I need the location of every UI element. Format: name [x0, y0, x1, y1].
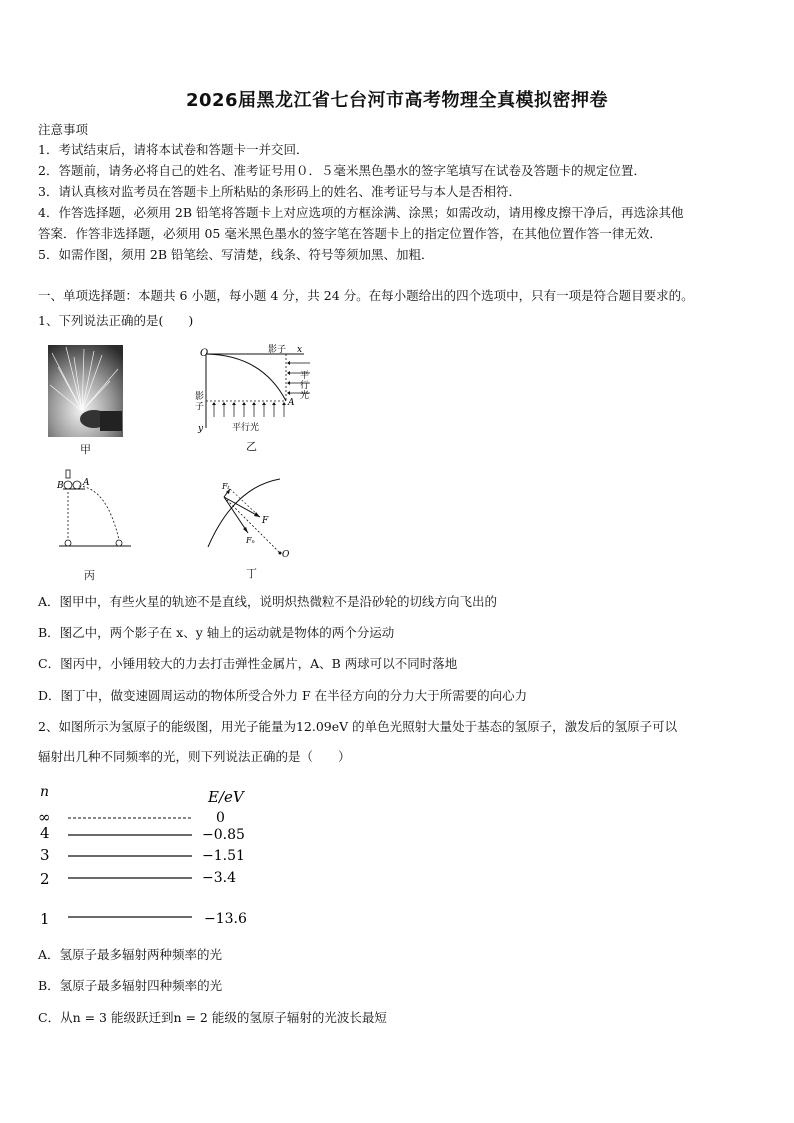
energy-axis-label: E/eV [208, 788, 244, 806]
energy-level-diagram [36, 780, 266, 930]
n-axis-label: n [40, 784, 50, 800]
page-title: 2026届黑龙江省七台河市高考物理全真模拟密押卷 [185, 90, 609, 111]
notice-item-5: 5．如需作图，须用 2B 铅笔绘、写清楚，线条、符号等须加黑、加粗． [38, 247, 434, 262]
notice-item-2: 2．答题前，请务必将自己的姓名、准考证号用０．５毫米黑色墨水的签字笔填写在试卷及答题卡的规定位置． [38, 163, 646, 178]
sparks-photo-icon [48, 345, 123, 437]
q2-option-c: C．从n = 3 能级跃迁到n = 2 能级的氢原子辐射的光波长最短 [38, 1010, 387, 1025]
q2-stem-line1: 2、如图所示为氢原子的能级图，用光子能量为12.09eV 的单色光照射大量处于基态的氢原子，激发后的氢原子可以 [38, 719, 678, 734]
level-3-energy: −1.51 [202, 848, 245, 864]
figure-bing-caption: 丙 [84, 569, 95, 582]
section-heading: 一、单项选择题：本题共 6 小题，每小题 4 分，共 24 分。在每小题给出的四个选项中，只有一项是符合题目要求的。 [38, 288, 694, 303]
label-shadow-left-1: 影 [195, 392, 205, 402]
level-2-n: 2 [40, 870, 50, 888]
label-y: y [198, 424, 204, 434]
level-2-energy: −3.4 [202, 870, 236, 886]
label-x: x [297, 345, 303, 355]
label-o: O [200, 348, 209, 359]
notice-item-4: 4．作答选择题，必须用 2B 铅笔将答题卡上对应选项的方框涂满、涂黑；如需改动，请用橡皮擦干净后，再选涂其他 [38, 205, 684, 220]
label-shadow-top: 影子 [268, 345, 287, 355]
label-a: A [288, 398, 295, 408]
q2-stem-line2: 辐射出几种不同频率的光，则下列说法正确的是（ ） [38, 749, 351, 764]
label-a-ball: A [83, 478, 90, 488]
q1-option-d: D．图丁中，做变速圆周运动的物体所受合外力 F 在半径方向的分力大于所需要的向心力 [38, 688, 528, 703]
level-1-n: 1 [40, 910, 50, 928]
figure-bing-diagram [55, 468, 135, 550]
level-4-energy: −0.85 [202, 827, 245, 843]
figure-ding-diagram [200, 477, 300, 561]
notice-item-1: 1．考试结束后，请将本试卷和答题卡一并交回． [38, 142, 309, 157]
figure-jia-caption: 甲 [80, 443, 91, 456]
level-inf-n: ∞ [38, 808, 51, 826]
label-parallel-light: 平行光 [232, 423, 260, 433]
q1-option-a: A．图甲中，有些火星的轨迹不是直线，说明炽热微粒不是沿砂轮的切线方向飞出的 [38, 594, 498, 609]
q1-stem: 1、下列说法正确的是( ) [38, 313, 194, 328]
label-ft: Fₜ [222, 482, 230, 491]
label-b: B [57, 481, 64, 491]
q2-option-a: A．氢原子最多辐射两种频率的光 [38, 947, 223, 962]
figure-ding-caption: 丁 [246, 567, 257, 580]
label-fn: Fₙ [246, 536, 255, 545]
q2-option-b: B．氢原子最多辐射四种频率的光 [38, 978, 223, 993]
notice-item-4-cont: 答案．作答非选择题，必须用 05 毫米黑色墨水的签字笔在答题卡上的指定位置作答，在其他位置作答一律无效． [38, 226, 662, 241]
level-3-n: 3 [40, 846, 50, 864]
label-light-3: 光 [300, 391, 310, 401]
label-shadow-left-2: 子 [195, 402, 205, 412]
q1-option-b: B．图乙中，两个影子在 x、y 轴上的运动就是物体的两个分运动 [38, 625, 395, 640]
figure-yi-caption: 乙 [246, 440, 257, 453]
figure-jia-photo [48, 345, 123, 437]
label-light-1: 平 [300, 371, 310, 381]
label-f: F [262, 516, 269, 526]
label-o-center: O [282, 550, 290, 560]
level-1-energy: −13.6 [204, 911, 247, 927]
figure-yi-diagram [192, 343, 312, 435]
label-light-2: 行 [300, 381, 310, 391]
q1-option-c: C．图丙中，小锤用较大的力去打击弹性金属片，A、B 两球可以不同时落地 [38, 656, 458, 671]
notice-heading: 注意事项 [38, 122, 89, 137]
notice-item-3: 3．请认真核对监考员在答题卡上所粘贴的条形码上的姓名、准考证号与本人是否相符． [38, 184, 521, 199]
level-inf-energy: 0 [216, 810, 225, 826]
level-4-n: 4 [40, 824, 50, 842]
